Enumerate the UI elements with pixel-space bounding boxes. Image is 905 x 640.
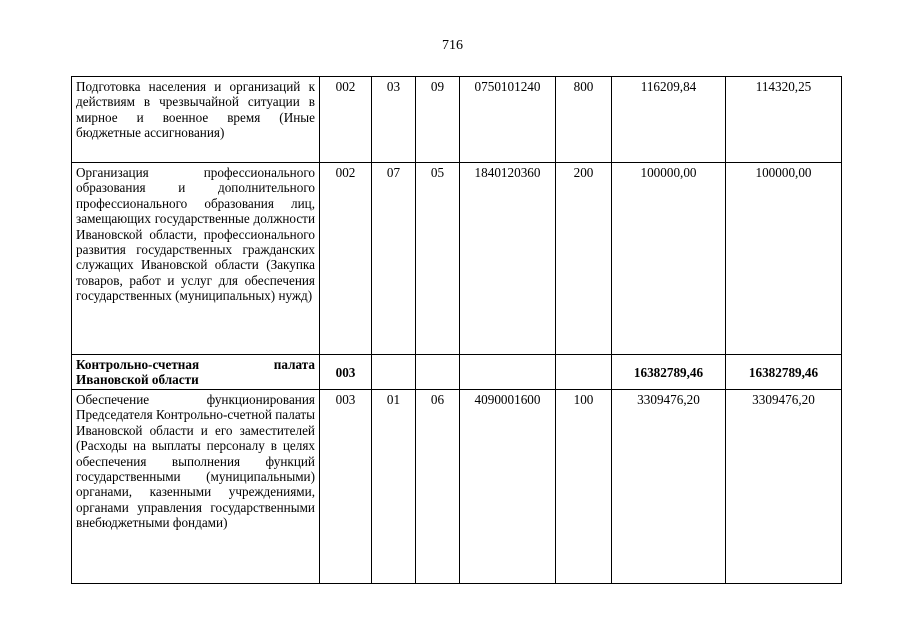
amount-2: 3309476,20 xyxy=(726,390,842,584)
section-code: 03 xyxy=(372,77,416,163)
amount-1: 3309476,20 xyxy=(612,390,726,584)
amount-2: 16382789,46 xyxy=(726,355,842,390)
row-description: Обеспечение функционирования Председателя Контрольно-счетной палаты Ивановской области и его заместителей (Расходы на выплаты персоналу в целях обеспечения выполнения функций государственными (муниципальными) органами, казенными учреждениями, органами управления государственными внебюджетными фондами) xyxy=(72,390,320,584)
expense-type-code: 800 xyxy=(556,77,612,163)
table-row-total xyxy=(72,355,842,390)
page-number: 716 xyxy=(442,38,463,53)
ministry-code: 003 xyxy=(320,355,372,390)
amount-2: 114320,25 xyxy=(726,77,842,163)
subsection-code xyxy=(416,355,460,390)
section-code xyxy=(372,355,416,390)
target-article-code: 4090001600 xyxy=(460,390,556,584)
target-article-code: 1840120360 xyxy=(460,163,556,355)
table-row xyxy=(72,77,842,163)
row-description: Организация профессионального образования и дополнительного профессионального образования лиц, замещающих государственные должности Ивановской области, профессионального развития государственных гражданских служащих Ивановской области (Закупка товаров, работ и услуг для обеспечения государственных (муниципальных) нужд) xyxy=(72,163,320,355)
target-article-code: 0750101240 xyxy=(460,77,556,163)
ministry-code: 003 xyxy=(320,390,372,584)
target-article-code xyxy=(460,355,556,390)
ministry-code: 002 xyxy=(320,77,372,163)
amount-1: 16382789,46 xyxy=(612,355,726,390)
subsection-code: 05 xyxy=(416,163,460,355)
subsection-code: 09 xyxy=(416,77,460,163)
amount-2: 100000,00 xyxy=(726,163,842,355)
ministry-code: 002 xyxy=(320,163,372,355)
table-row xyxy=(72,390,842,584)
amount-1: 100000,00 xyxy=(612,163,726,355)
subsection-code: 06 xyxy=(416,390,460,584)
section-code: 07 xyxy=(372,163,416,355)
row-description: Контрольно-счетная палата Ивановской области xyxy=(72,355,320,390)
expense-type-code: 200 xyxy=(556,163,612,355)
amount-1: 116209,84 xyxy=(612,77,726,163)
expense-type-code: 100 xyxy=(556,390,612,584)
budget-table xyxy=(71,76,842,584)
table-row xyxy=(72,163,842,355)
row-description: Подготовка населения и организаций к действиям в чрезвычайной ситуации в мирное и военное время (Иные бюджетные ассигнования) xyxy=(72,77,320,163)
section-code: 01 xyxy=(372,390,416,584)
expense-type-code xyxy=(556,355,612,390)
